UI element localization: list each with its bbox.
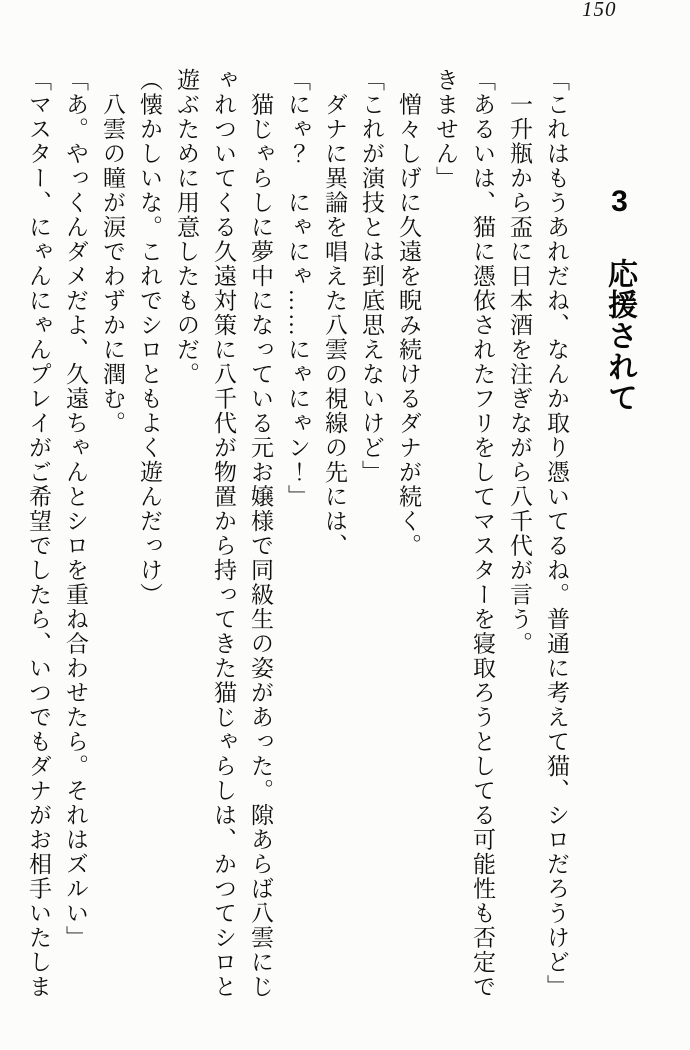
paragraph-dialogue: 「あ。やっくんダメだよ、久遠ちゃんとシロを重ね合わせたら。それはズルい」: [63, 68, 88, 950]
paragraph-dialogue: 「にゃ？ にゃにゃ……にゃにゃン！」: [285, 68, 310, 509]
paragraph-dialogue: 「あるいは、猫に憑依されたフリをしてマスターを寝取ろうとしてる可能性も否定できません」: [433, 68, 495, 999]
paragraph-dialogue: 「これはもうあれだね、なんか取り憑いてるね。普通に考えて猫、シロだろうけど」: [544, 68, 569, 999]
chapter-heading: [599, 68, 639, 1004]
paragraph-narration: ダナに異論を唱えた八雲の視線の先には、: [322, 68, 347, 558]
paragraph-narration: 憎々しげに久遠を睨み続けるダナが続く。: [396, 68, 421, 558]
paragraph-dialogue: 「マスター、にゃんにゃんプレイがご希望でしたら、いつでもダナがお相手いたしま: [26, 68, 51, 999]
text-columns: [20, 68, 575, 1004]
paragraph-narration: 八雲の瞳が涙でわずかに潤む。: [100, 68, 125, 436]
paragraph-dialogue: 「これが演技とは到底思えないけど」: [359, 68, 384, 485]
chapter-number: 3: [603, 185, 636, 219]
page-number: 150: [582, 0, 617, 21]
page-body: [20, 68, 645, 1004]
paragraph-narration: 猫じゃらしに夢中になっている元お嬢様で同級生の姿があった。隙あらば八雲にじゃれついてくる久遠対策に八千代が物置から持ってきた猫じゃらしは、かつてシロと遊ぶために用意したものだ。: [174, 68, 273, 999]
paragraph-narration: 一升瓶から盃に日本酒を注ぎながら八千代が言う。: [507, 68, 532, 656]
chapter-title: 応援されて: [603, 258, 636, 414]
paragraph-monologue: （懐かしいな。これでシロともよく遊んだっけ）: [137, 68, 162, 607]
